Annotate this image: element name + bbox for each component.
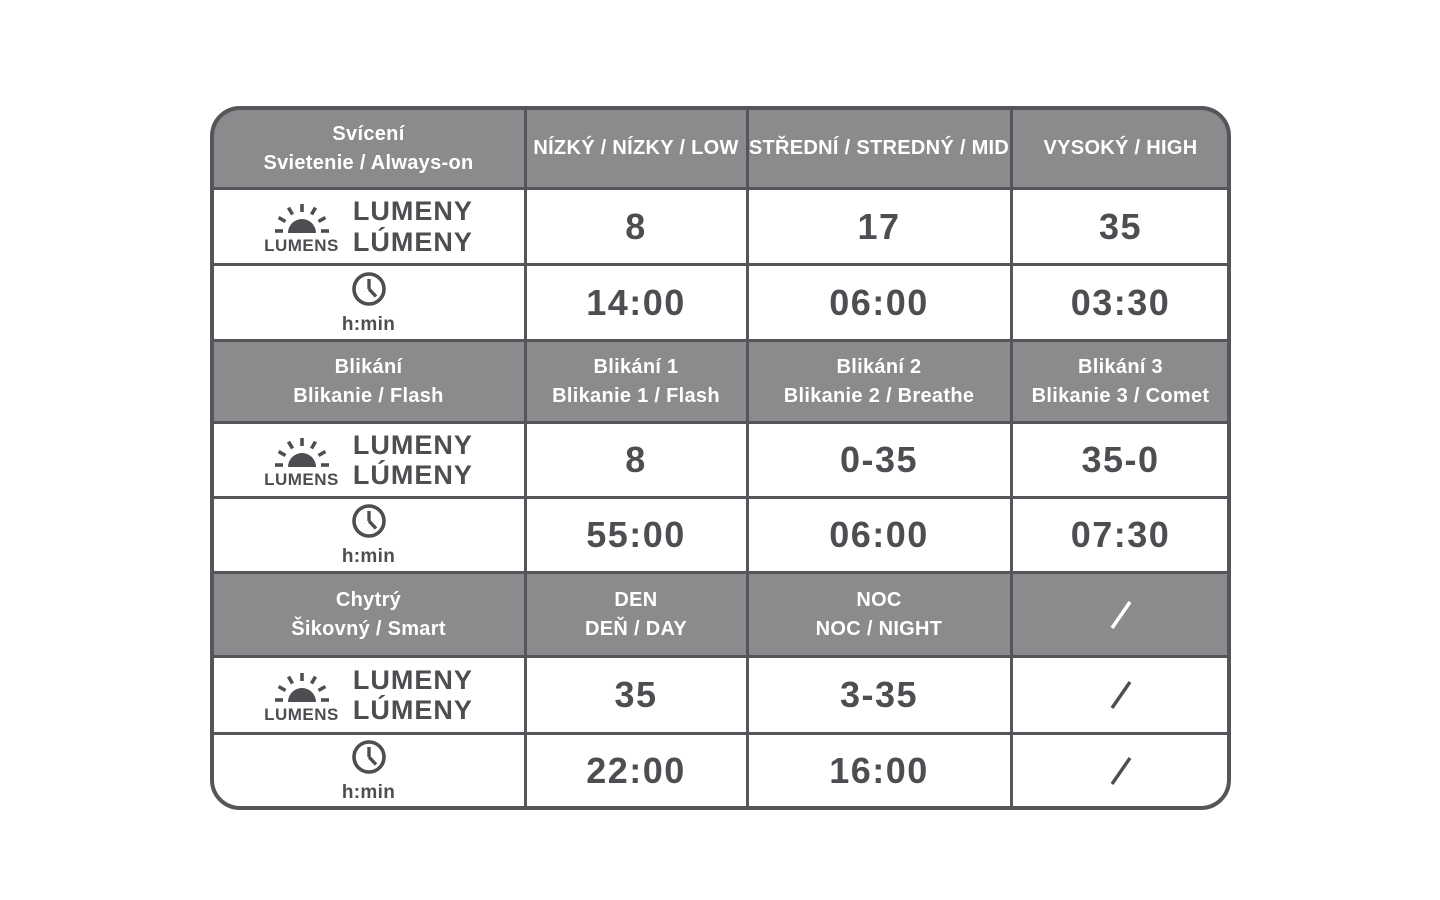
section1-runtime-row-label	[214, 266, 524, 339]
section2-lumens-row-label	[214, 424, 524, 496]
section1-lumens-low	[527, 190, 746, 263]
lumens-label-line1: LUMENY	[352, 196, 473, 227]
value: 35	[614, 674, 658, 715]
header-label: Blikanie 3 / Comet	[1031, 384, 1210, 407]
section1-col-low	[527, 110, 746, 187]
value: 06:00	[829, 281, 929, 323]
section2-col-flash1	[527, 342, 746, 421]
section1-title-line2: Svietenie / Always-on	[263, 151, 474, 174]
header-label: Blikání 2	[836, 355, 922, 378]
value: 3-35	[839, 674, 919, 715]
section1-runtime-high	[1013, 266, 1229, 339]
sunburst-icon	[270, 666, 334, 704]
section1-lumens-high	[1013, 190, 1229, 263]
lumens-label-text	[353, 430, 473, 490]
value: 0-35	[839, 439, 919, 480]
value: 8	[625, 205, 647, 247]
value: 8	[625, 439, 647, 480]
section1-lumens-row-label	[214, 190, 524, 263]
section3-lumens-na	[1013, 658, 1229, 732]
section3-lumens-day	[527, 658, 746, 732]
slash-icon	[1099, 673, 1143, 717]
header-label: DEŇ / DAY	[585, 617, 687, 640]
section2-title-line2: Blikanie / Flash	[293, 384, 444, 407]
value: 35-0	[1081, 439, 1160, 480]
sunburst-icon	[270, 431, 334, 469]
header-label: VYSOKÝ / HIGH	[1043, 137, 1198, 159]
section2-runtime-flash3	[1013, 499, 1229, 571]
light-spec-table	[210, 106, 1231, 810]
section2-lumens-flash2	[749, 424, 1010, 496]
lumens-icon-block	[264, 197, 339, 256]
lumens-label-line1: LUMENY	[352, 429, 473, 460]
value: 22:00	[586, 749, 686, 791]
section1-runtime-mid	[749, 266, 1010, 339]
clock-icon-caption: h:min	[341, 781, 396, 803]
section2-runtime-row-label	[214, 499, 524, 571]
clock-icon-caption: h:min	[341, 546, 396, 567]
section1-title-cell	[214, 110, 524, 187]
clock-icon	[348, 502, 390, 544]
section1-lumens-mid	[749, 190, 1010, 263]
slash-icon	[1099, 749, 1143, 793]
lumens-icon-caption: LUMENS	[264, 704, 339, 724]
clock-icon	[348, 738, 390, 780]
header-label: NÍZKÝ / NÍZKY / LOW	[533, 137, 739, 159]
lumens-label-text	[353, 665, 473, 725]
section3-title-line1: Chytrý	[335, 588, 402, 611]
lumens-icon-caption: LUMENS	[264, 236, 339, 255]
lumens-label-line2: LÚMENY	[352, 695, 473, 725]
section3-runtime-na	[1013, 735, 1229, 806]
section2-col-flash3	[1013, 342, 1229, 421]
lumens-label-text	[353, 196, 473, 256]
lumens-icon-caption: LUMENS	[264, 469, 339, 489]
section3-runtime-row-label	[214, 735, 524, 806]
section2-title-cell	[214, 342, 524, 421]
section3-runtime-day	[527, 735, 746, 806]
clock-icon-caption: h:min	[341, 313, 396, 335]
lumens-label-line1: LUMENY	[352, 664, 473, 695]
section2-col-flash2	[749, 342, 1010, 421]
section3-runtime-night	[749, 735, 1010, 806]
section3-title-cell	[214, 574, 524, 655]
section2-runtime-flash1	[527, 499, 746, 571]
section2-runtime-flash2	[749, 499, 1010, 571]
slash-icon	[1099, 593, 1143, 637]
value: 35	[1098, 205, 1143, 247]
lumens-icon-block	[264, 666, 339, 725]
value: 14:00	[586, 281, 686, 323]
value: 03:30	[1070, 281, 1171, 323]
value: 06:00	[829, 514, 929, 555]
value: 17	[857, 205, 901, 247]
value: 07:30	[1070, 514, 1171, 555]
section2-lumens-flash1	[527, 424, 746, 496]
header-label: NOC / NIGHT	[815, 617, 943, 640]
header-label: Blikání 1	[593, 355, 679, 378]
section1-title-line1: Svícení	[332, 122, 405, 145]
section3-lumens-night	[749, 658, 1010, 732]
section2-lumens-flash3	[1013, 424, 1229, 496]
section1-runtime-low	[527, 266, 746, 339]
header-label: STŘEDNÍ / STREDNÝ / MID	[748, 137, 1010, 159]
lumens-label-line2: LÚMENY	[352, 226, 473, 257]
section3-title-line2: Šikovný / Smart	[291, 617, 446, 640]
section3-col-night	[749, 574, 1010, 655]
section1-col-mid	[749, 110, 1010, 187]
clock-icon	[348, 270, 390, 312]
header-label: Blikanie 1 / Flash	[552, 384, 720, 407]
section3-lumens-row-label	[214, 658, 524, 732]
section2-title-line1: Blikání	[334, 355, 403, 378]
section3-col-na	[1013, 574, 1229, 655]
lumens-label-line2: LÚMENY	[352, 460, 473, 490]
value: 16:00	[829, 749, 929, 791]
header-label: Blikanie 2 / Breathe	[783, 384, 975, 407]
header-label: Blikání 3	[1078, 355, 1163, 378]
sunburst-icon	[270, 197, 334, 235]
header-label: DEN	[614, 588, 658, 611]
header-label: NOC	[856, 588, 902, 611]
section1-col-high	[1013, 110, 1229, 187]
value: 55:00	[586, 514, 686, 555]
section3-col-day	[527, 574, 746, 655]
lumens-icon-block	[264, 431, 339, 490]
